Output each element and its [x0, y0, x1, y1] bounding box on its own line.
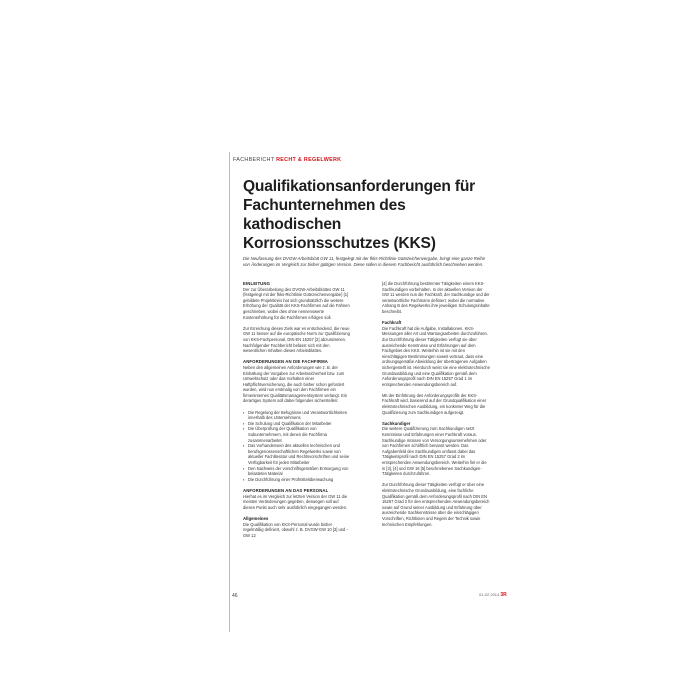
bullet-item: ▪ Den Nachweis der vorschriftsgemäßen Entsorgung von belasteten Material	[243, 466, 351, 477]
header-subcategory: RECHT & REGELWERK	[276, 157, 342, 163]
body-paragraph: Hierhat es im Vergleich zur letzten Version der GW 11 die meisten Veränderungen gegeben, deswegen soll auf diesen Punkt auch sehr ausführlich eingegangen werden.	[243, 493, 348, 510]
body-paragraph: Zur Erreichung dieses Ziels war es entscheidend, die neue GW 11 besser auf die europäische Norm zur Qualifizierung von KKS-Fachpersonal, DIN EN 15257 [2] abzustimmen. Nachfolgender Fachbericht befasst sich mit den wesentlichen Inhalten dieses Arbeitsblattes.	[243, 325, 350, 354]
section-heading: Sachkundiger	[382, 420, 411, 426]
section-header	[233, 157, 341, 163]
bullet-item: ▪ Die Überprüfung der Qualifikation von Subunternehmern, mit denen die Fachfirma zusammenarbeitet	[243, 426, 351, 443]
publisher-logo: 3R	[500, 592, 507, 598]
section-heading: Fachkraft	[382, 320, 402, 326]
page-footer	[479, 592, 507, 598]
issue-date: 01-02 2014	[479, 592, 500, 597]
body-paragraph: Der zur Überarbeitung des DVGW-Arbeitsblattes GW 11 (festgelegt mit der fkks-Richtlinie Gütezeichenvergabe) [1] gebildete Projektkreis hat sich grundsätzlich die weitere Erhöhung der Qualität der KKS-Fachfirmen auf die Fahnen geschrieben, wobei dies ohne nennenswerte Kostenerhöhung für die Fachfirmen erfolgen soll.	[243, 286, 350, 320]
body-paragraph: [4] die Durchführung bestimmter Tätigkeiten einem KKS-Sachkundigen vorbehalten. In der aktuellen Version der GW 11 werden nun die Fachkraft, der Sachkundige und der verantwortliche Fachmann definiert, wobei die normative Anhang B des Regelwerks ihre jeweiligen Schulungsinhalte beschreibt.	[382, 281, 490, 314]
bullet-item: ▪ Die Durchführung einer Prüfmittelüberwachung	[243, 477, 351, 483]
body-paragraph: Zur Durchführung dieser Tätigkeiten verfügt er über eine elektrotechnische Grundausbildung, eine fachliche Qualifikation gemäß dem Anforderungsprofil nach DIN EN 15257 Grad 2 für den entsprechenden Anwendungsbereich sowie auf Grund seiner Ausbildung und Erfahrung über ausreichende Sachkenntnisse über die einschlägigen Vorschriften, Richtlinien und Regeln der Technik sowie technischen Empfehlungen.	[382, 482, 490, 527]
bullet-list	[243, 410, 351, 483]
article-title	[243, 177, 489, 253]
bullet-item: ▪ Die Regelung der Befugnisse und Verantwortlichkeiten innerhalb des Unternehmens	[243, 410, 351, 421]
article-lead: Die Neufassung des DVGW-Arbeitsblatt GW 11, festgelegt mit der fkks-Richtlinie Gütezeichenvergabe, bringt eine ganze Reihe von Änderungen im Vergleich zur bisher gültigen Version. Diese sollen in diesem Fachbericht ausführlich beschrieben werden.	[243, 256, 486, 268]
body-paragraph: Neben den allgemeinen Anforderungen wie z. B. der Einhaltung der Vorgaben zur Arbeitssicherheit bzw. zum Umweltschutz oder das Vorhalten einer Haftpflichtversicherung, die auch bisher schon gefordert wurden, wird nun erstmalig von den Fachfirmen ein firmeninternes Qualitätsmanagementsystem verlangt. Ein derartiges System soll dabei folgendes sicherstellen:	[243, 364, 347, 404]
header-category: FACHBERICHT	[233, 157, 275, 163]
section-heading: Allgemeines	[243, 515, 269, 521]
section-heading: ANFORDERUNGEN AN DIE FACHFIRMA	[243, 359, 328, 365]
bullet-item: ▪ Das Vorhandensein des aktuellen technischen und berufsgenossenschaftlichen Regelwerks sowie von aktueller Fachliteratur und Rechtsvorschriften und seine Verfügbarkeit für jeden Mitarbeiter	[243, 443, 351, 465]
margin-rule	[229, 152, 230, 632]
title-line: Fachunternehmen des kathodischen	[243, 197, 406, 233]
left-text-column	[243, 281, 351, 544]
body-paragraph: Mit der Einführung des Anforderungsprofils der KKS-Fachkraft wird, basierend auf der Grundqualifikation einer elektrotechnischen Ausbildung, ein konkreter Weg für die Qualifizierung zum Sachkundigen aufgezeigt.	[382, 392, 487, 415]
title-line: Qualifikationsanforderungen für	[243, 178, 476, 195]
body-paragraph: Die weitere Qualifizierung zum Sachkundigen setzt Kenntnisse und Erfahrungen einer Fachkraft voraus. Sachkundige müssen von Versorgungsunternehmen oder von Fachfirmen schriftlich benannt werden. Das Aufgabenfeld des Sachkundigen umfasst dabei das Tätigkeitsprofil nach DIN EN 15257 Grad 2 im entsprechenden Anwendungsbereich. Weiterhin fiel er die in [3], [4] und GW 16 [5] beschriebenen Sachkundigen-Tätigkeiten durchzuführen.	[382, 426, 487, 477]
title-line: Korrosionsschutzes (KKS)	[243, 235, 436, 252]
body-paragraph: Die Fachkraft hat die Aufgabe, Installationen, KKS-Messungen aller Art und Wartungsarbeiten durchzuführen. Zur Durchführung dieser Tätigkeiten verfügt sie über ausreichende Kenntnisse und Erfahrungen auf dem Fachgebiet des KKS. Weiterhin ist sie mit den einschlägigen Bestimmungen soweit vertraut, dass eine ordnungsgemäße Abwicklung der übertragenen Aufgaben sichergestellt ist. Hierdurch weist sie eine elektrotechnische Grundausbildung und eine Qualifikation gemäß dem Anforderungsprofil nach DIN EN 15257 Grad 1 im entsprechenden Anwendungsbereich auf.	[382, 325, 490, 387]
right-text-column	[382, 281, 490, 533]
page-number: 46	[232, 593, 238, 599]
section-heading: ANFORDERUNGEN AN DAS PERSONAL	[243, 487, 329, 493]
body-paragraph: Die Qualifikation von KKS-Personal wurde bisher regelmäßig definiert, obwohl z. B. DVGW-GW 10 [3] und -GW 12	[243, 521, 348, 538]
section-heading: EINLEITUNG	[243, 281, 271, 286]
bullet-item: ▪ Die Schulung und Qualifikation der Mitarbeiter	[243, 421, 351, 427]
